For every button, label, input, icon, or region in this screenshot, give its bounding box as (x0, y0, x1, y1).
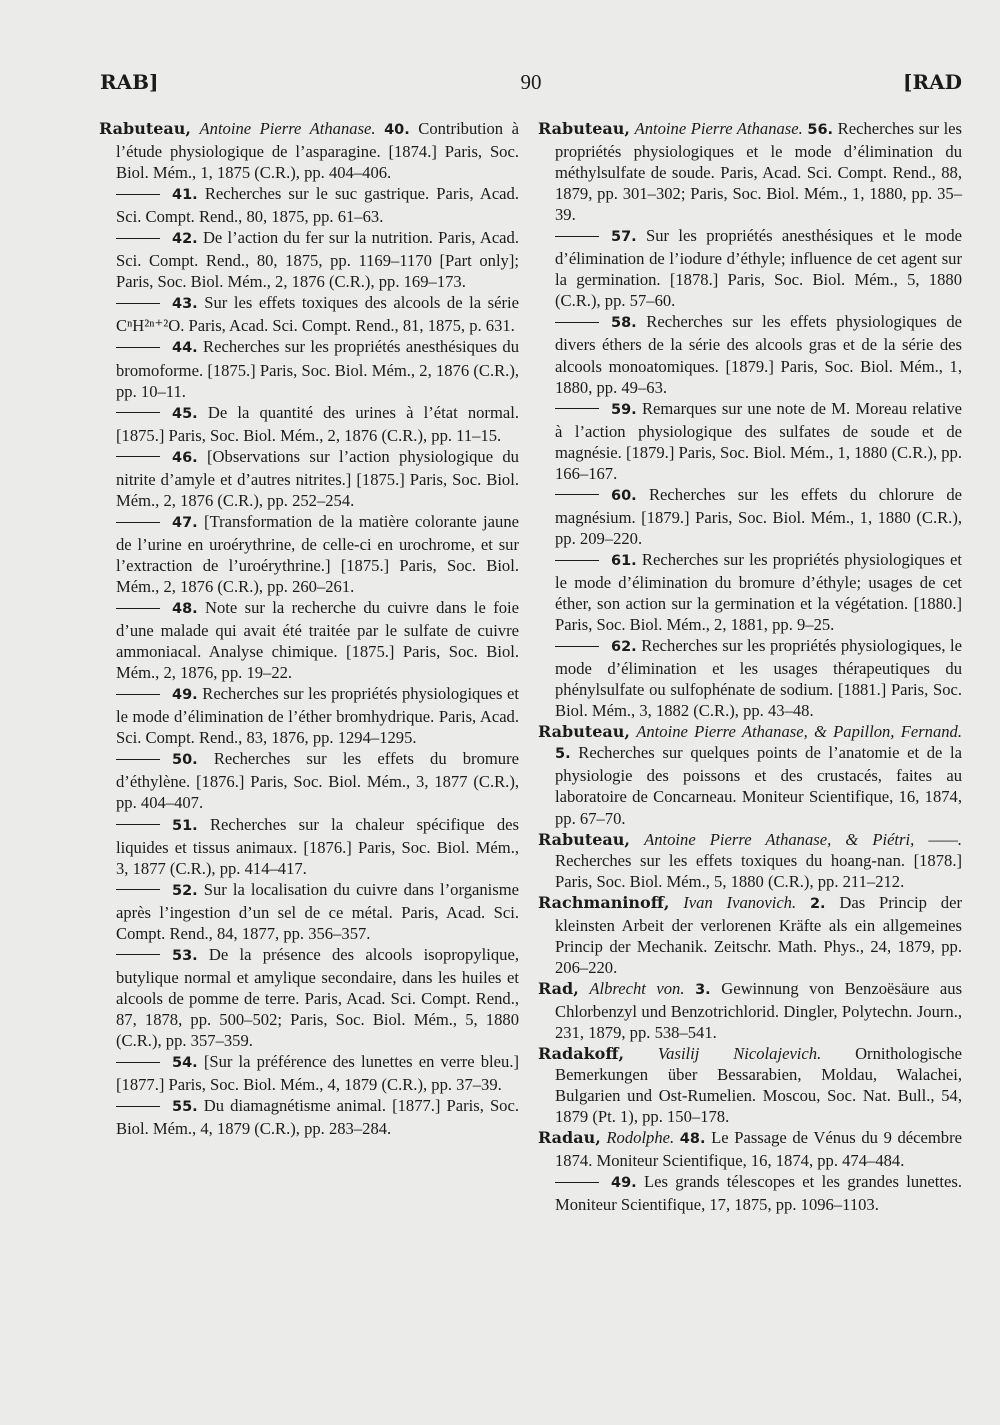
entry-given-name: Ivan Ivanovich. (683, 892, 797, 912)
bibliography-entry (538, 118, 962, 225)
bibliography-entry (538, 1127, 962, 1171)
entry-text: De la quantité des urines à l’état normal. [1875.] Paris, Soc. Biol. Mém., 2, 1876 (C.R.), pp. 11–15. (116, 402, 519, 445)
bibliography-subentry (538, 484, 962, 549)
entry-text: Recherches sur le suc gastrique. Paris, Acad. Sci. Compt. Rend., 80, 1875, pp. 61–63. (116, 184, 519, 227)
entry-author: Rad, (538, 978, 579, 998)
ditto-dash (116, 1062, 160, 1063)
ditto-dash (555, 494, 599, 495)
entry-number: 43. (172, 296, 198, 313)
entry-text: Recherches sur les propriétés anesthésiques du bromoforme. [1875.] Paris, Soc. Biol. Mém., 2, 1876 (C.R.), pp. 10–11. (116, 337, 519, 401)
entry-number: 49. (172, 687, 198, 704)
entry-given-name: Antoine Pierre Athanase, & Piétri, ——. (644, 829, 962, 849)
entry-given-name: Antoine Pierre Athanase, & Papillon, Fernand. (636, 722, 962, 742)
bibliography-subentry (99, 511, 519, 597)
ditto-dash (555, 1182, 599, 1183)
ditto-dash (555, 322, 599, 323)
ditto-dash (116, 194, 160, 195)
bibliography-subentry (99, 879, 519, 944)
entry-author: Radau, (538, 1128, 601, 1148)
ditto-dash (116, 694, 160, 695)
entry-text: Recherches sur les propriétés physiologiques et le mode d’élimination du bromure d’éthyle; usages de cet éther, son action sur la germination et la végétation. [1880.] Paris, Soc. Biol. Mém., 2, 1881, pp. 9–25. (555, 549, 962, 635)
entry-number: 5. (555, 746, 571, 763)
entry-number: 62. (611, 639, 637, 656)
entry-text: Remarques sur une note de M. Moreau relative à l’action physiologique des sulfates de soude et de magnésie. [1879.] Paris, Soc. Biol. Mém., 1, 1880 (C.R.), pp. 166–167. (555, 398, 962, 483)
bibliography-subentry (538, 549, 962, 635)
entry-text: Le Passage de Vénus du 9 décembre 1874. Moniteur Scientifique, 16, 1874, pp. 474–484. (555, 1128, 962, 1171)
entry-number: 58. (611, 315, 637, 332)
bibliography-entry (538, 892, 962, 978)
ditto-dash (116, 412, 160, 413)
entry-text: Sur les effets toxiques des alcools de la série CⁿH²ⁿ⁺²O. Paris, Acad. Sci. Compt. Rend., 81, 1875, p. 631. (116, 293, 519, 336)
entry-text: Les grands télescopes et les grandes lunettes. Moniteur Scientifique, 17, 1875, pp. 1096–1103. (555, 1172, 962, 1215)
bibliography-entry (99, 118, 519, 183)
entry-author: Rabuteau, (99, 119, 191, 138)
entry-text: Das Princip der kleinsten Arbeit der verlorenen Kräfte als ein allgemeines Princip der Mechanik. Zeitschr. Math. Phys., 24, 1879, pp. 206–220. (555, 892, 962, 977)
bibliography-subentry (99, 402, 519, 446)
entry-given-name: Antoine Pierre Athanase. (199, 119, 376, 138)
entry-text: Recherches sur quelques points de l’anatomie et de la physiologie des poissons et des crustacés, faites au laboratoire de Concarneau. Moniteur Scientifique, 16, 1874, pp. 67–70. (555, 743, 962, 828)
entry-number: 44. (172, 340, 198, 357)
entry-text: Sur la localisation du cuivre dans l’organisme après l’ingestion d’un sel de ce métal. Paris, Acad. Sci. Compt. Rend., 84, 1877, pp. 356–357. (116, 879, 520, 943)
entry-author: Rabuteau, (538, 722, 630, 742)
ditto-dash (116, 1106, 160, 1107)
entry-text: Recherches sur les propriétés physiologiques et le mode d’élimination du méthylsulfate de soude. Paris, Acad. Sci. Compt. Rend., 88, 1879, pp. 301–302; Paris, Soc. Biol. Mém., 1, 1880, pp. 35–39. (555, 119, 962, 225)
ditto-dash (116, 608, 160, 609)
entry-number: 59. (611, 401, 637, 418)
ditto-dash (555, 646, 599, 647)
entry-text: Sur les propriétés anesthésiques et le mode d’élimination de l’iodure d’éthyle; influence de cet agent sur la germination. [1878.] Paris, Soc. Biol. Mém., 5, 1880 (C.R.), pp. 57–60. (555, 226, 962, 311)
entry-text: Gewinnung von Benzoësäure aus Chlorbenzyl und Benzotrichlorid. Dingler, Polytechn. Journ., 231, 1879, pp. 538–541. (555, 978, 963, 1042)
bibliography-subentry (538, 398, 962, 484)
entry-author: Rabuteau, (538, 119, 630, 138)
right-column (538, 118, 962, 1215)
bibliography-subentry (99, 597, 519, 683)
entry-given-name: Rodolphe. (606, 1128, 675, 1148)
bibliography-subentry (99, 1051, 519, 1095)
ditto-dash (116, 303, 160, 304)
entry-number: 50. (172, 752, 198, 769)
entry-number: 2. (809, 895, 826, 912)
entry-text: [Sur la préférence des lunettes en verre bleu.] [1877.] Paris, Soc. Biol. Mém., 4, 1879 (C.R.), pp. 37–39. (116, 1052, 519, 1095)
entry-text: Recherches sur les propriétés physiologiques, le mode d’élimination et les usages thérapeutiques du phénylsulfate ou sulfophénate de sodium. [1881.] Paris, Soc. Biol. Mém., 3, 1882 (C.R.), pp. 43–48. (555, 636, 962, 721)
bibliography-subentry (99, 227, 519, 292)
entry-given-name: Vasilij Nicolajevich. (657, 1044, 822, 1064)
bibliography-entry (538, 721, 962, 828)
ditto-dash (555, 236, 599, 237)
ditto-dash (116, 759, 160, 760)
entry-text: [Transformation de la matière colorante jaune de l’urine en uroérythrine, de celle-ci en urochrome, et sur l’extraction de l’uroérythrine.] [1875.] Paris, Soc. Biol. Mém., 2, 1876 (C.R.), pp. 260–261. (116, 511, 519, 596)
bibliography-subentry (538, 311, 962, 397)
bibliography-subentry (99, 944, 519, 1051)
bibliography-entry (538, 978, 962, 1043)
entry-number: 54. (172, 1055, 198, 1072)
page-header (100, 70, 962, 104)
entry-text: De la présence des alcools isopropylique, butylique normal et amylique secondaire, dans les huiles et alcools de pomme de terre. Paris, Acad. Sci. Compt. Rend., 87, 1878, pp. 500–502; Paris, Soc. Biol. Mém., 5, 1880 (C.R.), pp. 357–359. (116, 944, 519, 1050)
entry-number: 40. (384, 122, 410, 138)
entry-text: Contribution à l’étude physiologique de l’asparagine. [1874.] Paris, Soc. Biol. Mém., 1, 1875 (C.R.), pp. 404–406. (116, 119, 519, 183)
entry-number: 49. (611, 1175, 637, 1192)
bibliography-subentry (99, 814, 519, 879)
ditto-dash (555, 560, 599, 561)
bibliography-entry (538, 1043, 962, 1127)
entry-number: 52. (172, 882, 198, 899)
ditto-dash (116, 456, 160, 457)
entry-number: 60. (611, 487, 637, 504)
entry-text: Recherches sur les propriétés physiologiques et le mode d’élimination de l’éther bromhydrique. Paris, Acad. Sci. Compt. Rend., 83, 1876, pp. 1294–1295. (116, 684, 519, 748)
ditto-dash (116, 238, 160, 239)
left-column (99, 118, 519, 1139)
entry-number: 57. (611, 229, 637, 246)
entry-text: Ornithologische Bemerkungen über Bessarabien, Moldau, Walachei, Bulgarien und Ost-Rumelien. Moscou, Soc. Nat. Bull., 54, 1879 (Pt. 1), pp. 150–178. (555, 1044, 962, 1127)
bibliography-subentry (99, 292, 519, 336)
entry-number: 56. (807, 122, 834, 138)
entry-given-name: Albrecht von. (589, 978, 685, 998)
entry-text: Recherches sur les effets physiologiques de divers éthers de la série des alcools gras et de la série des alcools monoatomiques. [1879.] Paris, Soc. Biol. Mém., 1, 1880, pp. 49–63. (555, 312, 962, 397)
entry-number: 47. (172, 514, 198, 531)
entry-number: 61. (611, 552, 637, 569)
entry-number: 48. (679, 1131, 706, 1148)
bibliography-subentry (99, 683, 519, 748)
entry-number: 3. (695, 981, 711, 998)
bibliography-subentry (538, 1171, 962, 1215)
entry-text: [Observations sur l’action physiologique du nitrite d’amyle et d’autres nitrites.] [1875.] Paris, Soc. Biol. Mém., 2, 1876 (C.R.), pp. 252–254. (116, 446, 519, 510)
entry-text: Recherches sur les effets du bromure d’éthylène. [1876.] Paris, Soc. Biol. Mém., 3, 1877 (C.R.), pp. 404–407. (116, 749, 519, 813)
ditto-dash (116, 889, 160, 890)
bibliography-subentry (99, 1095, 519, 1139)
bibliography-subentry (99, 446, 519, 511)
entry-number: 53. (172, 947, 198, 964)
entry-text: Recherches sur les effets toxiques du hoang-nan. [1878.] Paris, Soc. Biol. Mém., 5, 1880 (C.R.), pp. 211–212. (555, 850, 962, 891)
bibliography-subentry (99, 748, 519, 813)
ditto-dash (555, 408, 599, 409)
entry-number: 45. (172, 405, 198, 422)
entry-given-name: Antoine Pierre Athanase. (634, 119, 803, 138)
bibliography-entry (538, 829, 962, 892)
entry-number: 46. (172, 449, 198, 466)
entry-text: Recherches sur les effets du chlorure de magnésium. [1879.] Paris, Soc. Biol. Mém., 1, 1880 (C.R.), pp. 209–220. (555, 484, 962, 548)
ditto-dash (116, 347, 160, 348)
entry-text: Note sur la recherche du cuivre dans le foie d’une malade qui avait été traitée par le sulfate de cuivre ammoniacal. Analyse chimique. [1875.] Paris, Soc. Biol. Mém., 2, 1876, pp. 19–22. (116, 598, 519, 683)
header-right-range: [RAD (903, 70, 962, 94)
entry-author: Radakoff, (538, 1044, 625, 1064)
entry-text: Du diamagnétisme animal. [1877.] Paris, Soc. Biol. Mém., 4, 1879 (C.R.), pp. 283–284. (116, 1096, 519, 1139)
bibliography-subentry (99, 336, 519, 401)
bibliography-subentry (99, 183, 519, 227)
entry-author: Rabuteau, (538, 829, 630, 849)
ditto-dash (116, 522, 160, 523)
entry-number: 48. (172, 601, 198, 618)
entry-text: De l’action du fer sur la nutrition. Paris, Acad. Sci. Compt. Rend., 80, 1875, pp. 1169–1170 [Part only]; Paris, Soc. Biol. Mém., 2, 1876 (C.R.), pp. 169–173. (116, 228, 519, 292)
bibliography-subentry (538, 225, 962, 311)
entry-author: Rachmaninoff, (538, 892, 670, 912)
ditto-dash (116, 824, 160, 825)
entry-number: 51. (172, 817, 198, 834)
header-left-range: RAB] (100, 70, 159, 94)
entry-text: Recherches sur la chaleur spécifique des liquides et tissus animaux. [1876.] Paris, Soc. Biol. Mém., 3, 1877 (C.R.), pp. 414–417. (116, 814, 519, 878)
ditto-dash (116, 954, 160, 955)
page-number: 90 (520, 70, 542, 94)
entry-number: 55. (172, 1099, 198, 1116)
bibliography-subentry (538, 635, 962, 721)
entry-number: 42. (172, 231, 198, 248)
entry-number: 41. (172, 187, 198, 204)
